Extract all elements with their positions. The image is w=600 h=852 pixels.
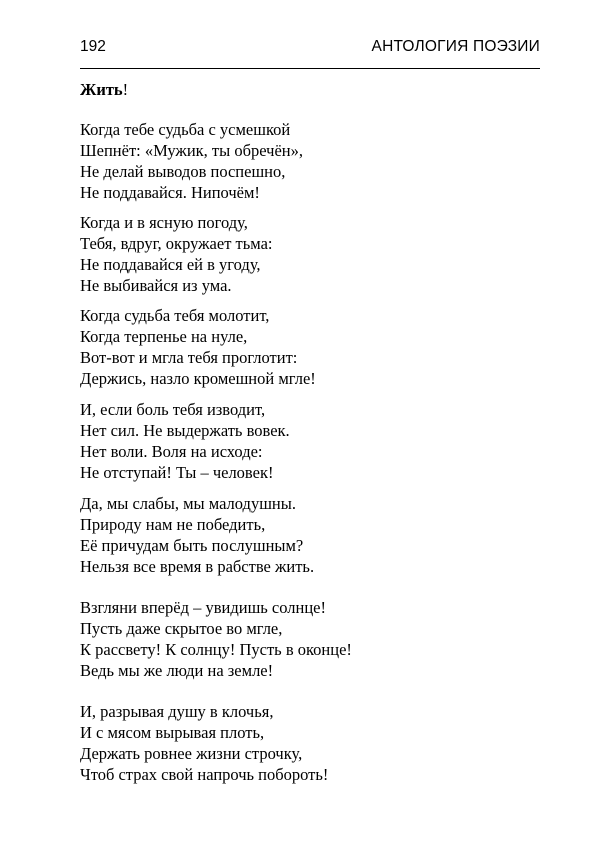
poem-line: Ведь мы же люди на земле! — [80, 661, 274, 680]
poem-line: Когда тебе судьба с усмешкой — [80, 120, 291, 139]
poem-line: Её причудам быть послушным? — [80, 536, 304, 555]
poem-line: Шепнёт: «Мужик, ты обречён», — [80, 141, 303, 160]
stanza — [80, 493, 540, 577]
page-number: 192 — [80, 38, 106, 55]
poem-line: Не выбивайся из ума. — [80, 276, 232, 295]
poem-line: Нет воли. Воля на исходе: — [80, 442, 263, 461]
poem-line: И, если боль тебя изводит, — [80, 400, 266, 419]
poem-line: Не делай выводов поспешно, — [80, 162, 286, 181]
poem — [80, 79, 540, 785]
stanza — [80, 119, 540, 203]
poem-line: Когда терпенье на нуле, — [80, 327, 248, 346]
poem-line: Вот-вот и мгла тебя проглотит: — [80, 348, 298, 367]
poem-line: К рассвету! К солнцу! Пусть в оконце! — [80, 640, 352, 659]
poem-line: Нет сил. Не выдержать вовек. — [80, 421, 290, 440]
poem-line: Не отступай! Ты – человек! — [80, 463, 274, 482]
stanza — [80, 305, 540, 389]
poem-line: Взгляни вперёд – увидишь солнце! — [80, 598, 326, 617]
stanza — [80, 212, 540, 296]
poem-line: И с мясом вырывая плоть, — [80, 723, 265, 742]
poem-line: Когда и в ясную погоду, — [80, 213, 248, 232]
poem-line: Нельзя все время в рабстве жить. — [80, 557, 315, 576]
stanza — [80, 597, 540, 681]
poem-title — [80, 79, 540, 100]
page-header — [80, 36, 540, 58]
poem-line: Когда судьба тебя молотит, — [80, 306, 270, 325]
stanza — [80, 701, 540, 785]
poem-line: Не поддавайся. Нипочём! — [80, 183, 260, 202]
poem-line: Природу нам не победить, — [80, 515, 266, 534]
poem-line: И, разрывая душу в клочья, — [80, 702, 274, 721]
stanza — [80, 399, 540, 483]
poem-line: Держись, назло кромешной мгле! — [80, 369, 316, 388]
poem-line: Пусть даже скрытое во мгле, — [80, 619, 283, 638]
poem-line: Да, мы слабы, мы малодушны. — [80, 494, 296, 513]
poem-line: Не поддавайся ей в угоду, — [80, 255, 261, 274]
poem-line: Чтоб страх свой напрочь побороть! — [80, 765, 329, 784]
poem-title-mark: ! — [122, 80, 129, 99]
running-title: АНТОЛОГИЯ ПОЭЗИИ — [371, 38, 540, 55]
poem-line: Тебя, вдруг, окружает тьма: — [80, 234, 273, 253]
header-divider — [80, 68, 540, 69]
poem-title-word: Жить — [80, 80, 123, 99]
poem-line: Держать ровнее жизни строчку, — [80, 744, 303, 763]
